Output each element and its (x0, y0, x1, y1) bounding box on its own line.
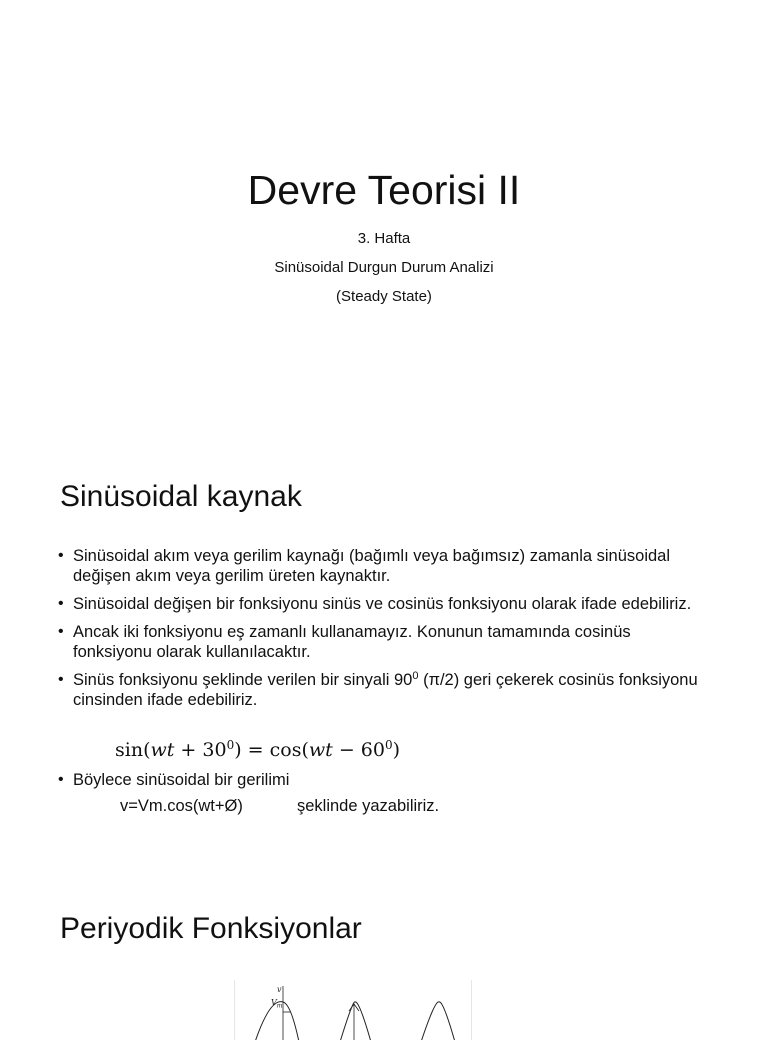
bullet-list (58, 546, 708, 718)
content-slide-sinusoidal-source (0, 432, 768, 864)
formula-part: sin( (115, 739, 151, 761)
formula-part: ) (392, 739, 401, 761)
amplitude-symbol: V (271, 998, 277, 1007)
axis-label: v (277, 985, 282, 994)
title-slide (0, 0, 768, 432)
bullet-item: • Sinüsoidal değişen bir fonksiyonu sinüs ve cosinüs fonksiyonu olarak ifade edebiliriz. (58, 594, 708, 614)
content-slide-periodic-functions (0, 864, 768, 1024)
slide-subtitle-english: (Steady State) (336, 288, 432, 305)
degree-superscript: 0 (412, 670, 419, 682)
slide-heading: Periyodik Fonksiyonlar (60, 912, 362, 945)
bullet-list-continued (58, 770, 708, 798)
formula-part: + 30 (174, 739, 227, 761)
identity-formula (115, 737, 400, 763)
formula-variable: wt (308, 739, 333, 761)
bullet-item: • Sinüsoidal akım veya gerilim kaynağı (bağımlı veya bağımsız) zamanla sinüsoidal değişen akım veya gerilim üreten kaynaktır. (58, 546, 708, 586)
bullet-text: (π/2) geri çekerek cosinüs fonksiyonu cinsinden ifade edebiliriz. (73, 671, 698, 709)
amplitude-subscript: m (276, 1002, 283, 1010)
formula-superscript: 0 (226, 738, 235, 752)
waveform-figure (234, 980, 472, 1040)
amplitude-label (271, 998, 282, 1010)
expression-caption: şeklinde yazabiliriz. (297, 797, 440, 815)
formula-part: − 60 (332, 739, 385, 761)
slide-heading: Sinüsoidal kaynak (60, 480, 302, 513)
waveform-peak (340, 1002, 371, 1040)
formula-part: ) = cos( (234, 739, 309, 761)
bullet-item: • Böylece sinüsoidal bir gerilimi (58, 770, 708, 790)
bullet-item (58, 670, 708, 710)
cosine-waveform-graph (235, 980, 471, 1040)
week-label: 3. Hafta (357, 230, 411, 247)
voltage-expression: v=Vm.cos(wt+Ø) (120, 797, 243, 815)
bullet-text: Sinüs fonksiyonu şeklinde verilen bir sinyali 90 (73, 671, 413, 689)
slide-title: Devre Teorisi II (247, 167, 521, 213)
slide-subtitle: Sinüsoidal Durgun Durum Analizi (274, 259, 494, 276)
waveform-peak (421, 1002, 455, 1040)
formula-superscript: 0 (384, 738, 393, 752)
formula-variable: wt (150, 739, 175, 761)
bullet-item: • Ancak iki fonksiyonu eş zamanlı kullanamayız. Konunun tamamında cosinüs fonksiyonu olarak kullanılacaktır. (58, 622, 708, 662)
